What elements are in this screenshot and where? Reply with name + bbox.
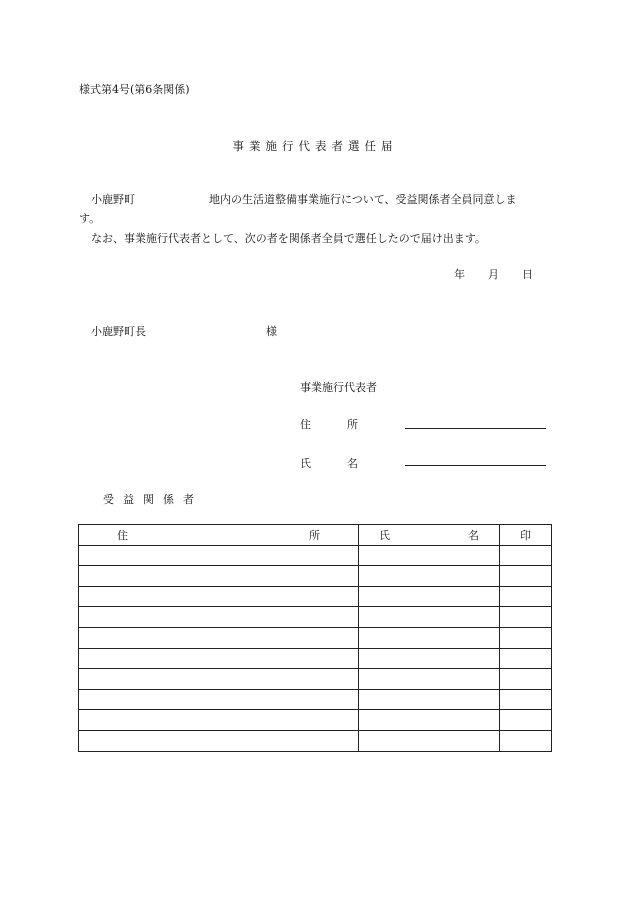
name-cell[interactable] (359, 648, 500, 669)
header-address-1: 住 (117, 528, 128, 542)
document-title: 事業施行代表者選任届 (232, 139, 398, 153)
table-row (79, 586, 552, 607)
table-row (79, 648, 552, 669)
name-cell[interactable] (359, 566, 500, 587)
table-row (79, 689, 552, 710)
address-cell[interactable] (79, 710, 359, 731)
body-town-name: 小鹿野町 (91, 193, 135, 206)
representative-name-label-2: 名 (347, 457, 358, 470)
body-line-1-continued: す。 (79, 212, 101, 225)
representative-address-line[interactable] (405, 428, 546, 429)
table-row (79, 566, 552, 587)
seal-cell[interactable] (500, 710, 552, 731)
date-day-label: 日 (522, 268, 533, 281)
header-name (359, 525, 500, 546)
name-cell[interactable] (359, 627, 500, 648)
address-cell[interactable] (79, 648, 359, 669)
address-cell[interactable] (79, 669, 359, 690)
table-header-row (79, 525, 552, 546)
name-cell[interactable] (359, 710, 500, 731)
header-name-2: 名 (468, 528, 479, 542)
date-month-label: 月 (488, 268, 499, 281)
seal-cell[interactable] (500, 669, 552, 690)
seal-cell[interactable] (500, 648, 552, 669)
seal-cell[interactable] (500, 545, 552, 566)
name-cell[interactable] (359, 586, 500, 607)
beneficiaries-table (78, 524, 552, 752)
table-row (79, 710, 552, 731)
header-address (79, 525, 359, 546)
table-row (79, 730, 552, 751)
name-cell[interactable] (359, 730, 500, 751)
seal-cell[interactable] (500, 586, 552, 607)
address-cell[interactable] (79, 566, 359, 587)
table-row (79, 607, 552, 628)
name-cell[interactable] (359, 689, 500, 710)
representative-name-line[interactable] (405, 465, 546, 466)
addressee-mayor: 小鹿野町長 (91, 325, 146, 338)
address-cell[interactable] (79, 730, 359, 751)
seal-cell[interactable] (500, 689, 552, 710)
table-row (79, 669, 552, 690)
name-cell[interactable] (359, 669, 500, 690)
body-line-1: 地内の生活道整備事業施行について、受益関係者全員同意しま (209, 193, 517, 206)
form-number: 様式第4号(第6条関係) (79, 83, 190, 96)
table-row (79, 545, 552, 566)
header-seal: 印 (500, 525, 552, 546)
seal-cell[interactable] (500, 627, 552, 648)
beneficiaries-heading: 受益関係者 (103, 493, 203, 506)
body-line-2: なお、事業施行代表者として、次の者を関係者全員で選任したので届け出ます。 (91, 232, 486, 245)
representative-address-label-1: 住 (300, 418, 311, 431)
address-cell[interactable] (79, 627, 359, 648)
representative-title: 事業施行代表者 (300, 381, 377, 394)
header-address-2: 所 (309, 528, 320, 542)
name-cell[interactable] (359, 607, 500, 628)
table-row (79, 627, 552, 648)
header-name-1: 氏 (379, 528, 390, 542)
address-cell[interactable] (79, 586, 359, 607)
address-cell[interactable] (79, 545, 359, 566)
addressee-honorific: 様 (266, 325, 277, 338)
seal-cell[interactable] (500, 607, 552, 628)
address-cell[interactable] (79, 689, 359, 710)
representative-name-label-1: 氏 (300, 457, 311, 470)
address-cell[interactable] (79, 607, 359, 628)
date-year-label: 年 (454, 268, 465, 281)
representative-address-label-2: 所 (347, 418, 358, 431)
name-cell[interactable] (359, 545, 500, 566)
seal-cell[interactable] (500, 730, 552, 751)
seal-cell[interactable] (500, 566, 552, 587)
